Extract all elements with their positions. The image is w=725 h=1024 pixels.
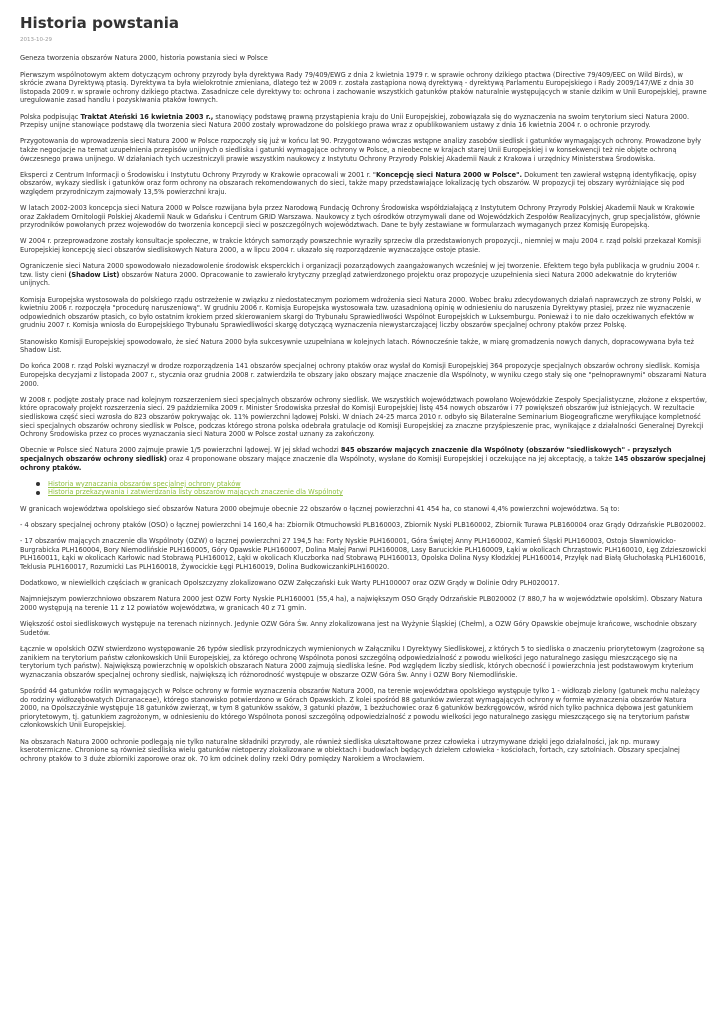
paragraph-15: - 17 obszarów mających znaczenie dla Wspólnoty (OZW) o łącznej powierzchni 27 194,5 ha: Forty Nyskie PLH160001, Góra Świętej Anny PLH160002, Kamień Śląski PLH160003, Ostoja Sławniowicko-Burgrabicka PLH160004, Bory Niemodlińskie PLH160005, Góry Opawskie PLH160007, Dolina Małej Panwi PLH160008, Lasy Barucickie PLH160009, Łąki w okolicach Chrząstowic PLH160010, Łęg Zdzieszowicki PLH160011, Łąki w okolicach Karłowic nad Stobrawą PLH160012, Łąki w okolicach Kluczborka nad Stobrawą PLH160013, Opolska Dolina Nysy Kłodzkiej PLH160014, Przyłęk nad Białą Głuchołaską PLH160016, Teklusia PLH160017, Rozumicki Las PLH160018, Żywocickie Łęgi PLH160019, Dolina BudkowiczankiPLH160020.	[20, 537, 707, 572]
paragraph-1: Pierwszym wspólnotowym aktem dotyczącym ochrony przyrody była dyrektywa Rady 79/409/EWG z dnia 2 kwietnia 1979 r. w sprawie ochrony dzikiego ptactwa (Directive 79/409/EEC on Wild Birds), w skrócie zwana Dyrektywą ptasią. Dyrektywa ta była wielokrotnie zmieniana, dlatego też w 2009 r. została zastąpiona nową dyrektywą - dyrektywą Parlamentu Europejskiego i Rady 2009/147/WE z dnia 30 listopada 2009 r. w sprawie ochrony dzikiego ptactwa. Zasadnicze cele dyrektywy to: ochrona i zachowanie wszystkich gatunków ptaków naturalnie występujących w stanie dzikim w Unii Europejskiej, prawne uregulowanie zasad handlu i pozyskiwania ptaków łownych.	[20, 70, 707, 105]
paragraph-13: W granicach województwa opolskiego sieć obszarów Natura 2000 obejmuje obecnie 22 obszarów o łącznej powierzchni 41 454 ha, co stanowi 4,4% powierzchni województwa. Są to:	[20, 504, 620, 513]
bullet-icon	[36, 482, 40, 486]
bold-treaty: Traktat Ateński 16 kwietnia 2003 r.,	[80, 112, 214, 121]
bold-koncepcja: Koncepcję sieci Natura 2000 w Polsce".	[375, 170, 523, 179]
paragraph-2: Polska podpisując Traktat Ateński 16 kwietnia 2003 r., stanowiący podstawę prawną przystąpienia kraju do Unii Europejskiej, zobowiązała się do wyznaczenia na swoim terytorium sieci Natura 2000. Przepisy unijne stanowiące podstawę dla tworzenia sieci Natura 2000 zostały wprowadzone do polskiego prawa wraz z opublikowaniem ustawy z dnia 16 kwietnia 2004 r. o ochronie przyrody.	[20, 112, 690, 130]
bold-shadow-list: (Shadow List)	[68, 270, 120, 279]
paragraph-11: W 2008 r. podjęte zostały prace nad kolejnym rozszerzeniem sieci specjalnych obszarów ochrony siedlisk. We wszystkich województwach powołano Wojewódzkie Zespoły Specjalistyczne, złożone z ekspertów, które opracowały projekt rozszerzenia sieci. 29 października 2009 r. Minister Środowiska przesłał do Komisji Europejskiej listę 454 nowych obszarów i 77 powiększeń obszarów już istniejących. W rezultacie siedliskowa część sieci wzrosła do 823 obszarów pokrywając ok. 11% powierzchni lądowej Polski. W dniach 24-25 marca 2010 r. odbyło się Bilateralne Seminarium Biogeograficzne weryfikujące kompletność sieci specjalnych obszarów ochrony siedlisk w Polsce, podczas którego strona polska odebrała gratulacje od Komisji Europejskiej za znaczne przyśpieszenie prac, wynikające z działalności Generalnej Dyrekcji Ochrony Środowiska przez co proces wyznaczania sieci Natura 2000 w Polsce został uznany za zakończony.	[20, 395, 707, 439]
bold-145-obszarow: 145 obszarów specjalnej ochrony ptaków.	[20, 454, 706, 472]
paragraph-9: Stanowisko Komisji Europejskiej spowodowało, że sieć Natura 2000 była sukcesywnie uzupełniana w kolejnych latach. Równocześnie także, w miarę gromadzenia nowych danych, dopracowywana była też Shadow List.	[20, 337, 694, 355]
list-item	[48, 488, 707, 497]
bold-845-obszarow: 845 obszarów mających znaczenie dla Wspólnoty (obszarów "siedliskowych" - przyszłych specjalnych obszarów ochrony siedlisk)	[20, 446, 672, 463]
paragraph-10: Do końca 2008 r. rząd Polski wyznaczył w drodze rozporządzenia 141 obszarów specjalnej ochrony ptaków oraz wysłał do Komisji Europejskiej 364 propozycje specjalnych obszarów ochrony siedlisk. Komisja Europejska decyzjami z listopada 2007 r., stycznia oraz grudnia 2008 r. zatwierdziła te obszary jako obszary mające znaczenie dla Wspólnoty, w wyniku czego stały się one "pełnoprawnymi" obszarami Natura 2000.	[20, 362, 707, 388]
paragraph-16: Dodatkowo, w niewielkich częściach w granicach Opolszczyzny zlokalizowano OZW Załęczański Łuk Warty PLH100007 oraz OZW Grądy w Dolinie Odry PLH020017.	[20, 579, 560, 588]
paragraph-18: Większość ostoi siedliskowych występuje na terenach nizinnych. Jedynie OZW Góra Św. Anny zlokalizowana jest na Wyżynie Śląskiej (Chełm), a OZW Góry Opawskie obejmuje krańcowe, wschodnie obszary Sudetów.	[20, 620, 697, 637]
list-item	[48, 480, 707, 489]
paragraph-21: Na obszarach Natura 2000 ochronie podlegają nie tylko naturalne składniki przyrody, ale również siedliska ukształtowane przez człowieka i utrzymywane dzięki jego działalności, jak np. murawy kserotermiczne. Chronione są również siedliska wielu gatunków nietoperzy zlokalizowane w obiektach i budowlach będących dziełem człowieka - kościołach, fortach, czy sztolniach. Obszary specjalnej ochrony ptaków to 3 duże zbiorniki zaporowe oraz ok. 70 km odcinek doliny rzeki Odry pomiędzy Narokiem a Wrocławiem.	[20, 737, 680, 763]
paragraph-6: W 2004 r. przeprowadzone zostały konsultacje społeczne, w trakcie których samorządy powszechnie wyraziły sprzeciw dla przedstawionych propozycji., niemniej w maju 2004 r. rząd polski przekazał Komisji Europejskiej koncepcję sieci obszarów siedliskowych Natura 2000, a w lipcu 2004 r. ukazało się rozporządzenie wyznaczające ostoje ptasie.	[20, 237, 701, 255]
bullet-icon	[36, 491, 40, 495]
publish-date: 2013-10-29	[20, 37, 52, 43]
paragraph-8: Komisja Europejska wystosowała do polskiego rządu ostrzeżenie w związku z niedostatecznym poziomem wdrożenia sieci Natura 2000. Wobec braku zdecydowanych działań naprawczych ze strony Polski, w kwietniu 2006 r. rozpoczęła "procedurę naruszeniową". W grudniu 2006 r. Komisja Europejska wystosowała tzw. uzasadnioną opinię w odniesieniu do naruszenia Dyrektywy ptasiej, przez nie wyznaczenie odpowiednich obszarów ptasich, co było ostatnim krokiem przed skierowaniem skargi do Trybunału Sprawiedliwości Wspólnot Europejskich w Luksemburgu. Ponieważ i to nie dało oczekiwanych efektów w grudniu 2007 r. Komisja wniosła do Europejskiego Trybunału Sprawiedliwości skargę dotyczącą wyznaczenia niewystarczającej liczby obszarów specjalnej ochrony ptaków przez Polskę.	[20, 295, 701, 330]
link-historia-ozw[interactable]: Historia przekazywania i zatwierdzania listy obszarów mających znaczenie dla Wspólnoty	[48, 488, 343, 497]
paragraph-4: Eksperci z Centrum Informacji o Środowisku i Instytutu Ochrony Przyrody w Krakowie opracowali w 2001 r. "Koncepcję sieci Natura 2000 w Polsce". Dokument ten zawierał wstępną identyfikację, opisy obszarów, wykazy siedlisk i gatunków oraz form ochrony na obszarach rekomendowanych do sieci, także mapy przedstawiające lokalizację tych obszarów. W propozycji tej obszary wyróżniające się pod względem przyrodniczym zajmowały 13,5% powierzchni kraju.	[20, 170, 697, 196]
link-historia-oso[interactable]: Historia wyznaczania obszarów specjalnej ochrony ptaków	[48, 479, 241, 488]
related-links	[20, 480, 707, 497]
paragraph-20: Spośród 44 gatunków roślin wymagających w Polsce ochrony w formie wyznaczenia obszarów Natura 2000, na terenie województwa opolskiego występuje tylko 1 - widłoząb zielony (gatunek mchu należący do rodziny widłozębowatych Dicranaceae), którego stanowisko potwierdzono w Górach Opawskich. Z kolei spośród 88 gatunków zwierząt wymagających ochrony w formie wyznaczenia obszarów Natura 2000, na Opolszczyźnie występuje 18 gatunków zwierząt, w tym 8 gatunków ssaków, 3 gatunki płazów, 1 bezżuchowiec oraz 6 gatunków bezkręgowców, wśród nich tylko pachnica dębowa jest gatunkiem priorytetowym, tj. gatunkiem zagrożonym, w odniesieniu do którego Wspólnota ponosi szczególną odpowiedzialność z powodu wielkości jego naturalnego zasięgu mieszczącego się na terytorium państw członkowskich Unii Europejskiej.	[20, 686, 700, 730]
paragraph-12: Obecnie w Polsce sieć Natura 2000 zajmuje prawie 1/5 powierzchni lądowej. W jej skład wchodzi 845 obszarów mających znaczenie dla Wspólnoty (obszarów "siedliskowych" - przyszłych specjalnych obszarów ochrony siedlisk) oraz 4 proponowane obszary mające znaczenie dla Wspólnoty, wysłane do Komisji Europejskiej i oczekujące na jej akceptację, a także 145 obszarów specjalnej ochrony ptaków.	[20, 446, 706, 472]
paragraph-3: Przygotowania do wprowadzenia sieci Natura 2000 w Polsce rozpoczęły się już w końcu lat 90. Przygotowano wówczas wstępne analizy zasobów siedlisk i gatunków wymagających ochrony. Prowadzone były także negocjacje na temat uzupełnienia przepisów unijnych o siedliska i gatunki wymagające ochrony w Polsce, a nieobecne w krajach starej Unii Europejskiej i w konsekwencji też nie objęte ochroną ówczesnego prawa unijnego. W działaniach tych uczestniczyli prawie wszystkim naukowcy z Instytutu Ochrony Przyrody Polskiej Akademii Nauk z Krakowa i urzędnicy Ministerstwa Środowiska.	[20, 137, 701, 163]
paragraph-5: W latach 2002-2003 koncepcja sieci Natura 2000 w Polsce rozwijana była przez Narodową Fundację Ochrony Środowiska współdziałającą z Instytutem Ochrony Przyrody Polskiej Akademii Nauk w Krakowie oraz Zakładem Ornitologii Polskiej Akademii Nauk w Gdańsku i Centrum GRID Warszawa. Naukowcy z tych ośrodków otrzymywali dane od Wojewódzkich Zespołów Realizacyjnych, grup specjalistów, głównie przyrodników powołanych przez wojewodów do tworzenia koncepcji sieci w poszczególnych województwach. Dane te były zestawiane w formularzach wymaganych przez Komisję Europejską.	[20, 204, 701, 230]
paragraph-14: - 4 obszary specjalnej ochrony ptaków (OSO) o łącznej powierzchni 14 160,4 ha: Zbiornik Otmuchowski PLB160003, Zbiornik Nyski PLB160002, Zbiornik Turawa PLB160004 oraz Grądy Odrzańskie PLB020002.	[20, 521, 706, 530]
paragraph-17: Najmniejszym powierzchniowo obszarem Natura 2000 jest OZW Forty Nyskie PLH160001 (55,4 ha), a największym OSO Grądy Odrzańskie PLB020002 (7 880,7 ha w województwie opolskim). Obszary Natura 2000 występują na terenie 11 z 12 powiatów województwa, w granicach 40 z 71 gmin.	[20, 595, 703, 612]
paragraph-19: Łącznie w opolskich OZW stwierdzono występowanie 26 typów siedlisk przyrodniczych wymienionych w Załączniku I Dyrektywy Siedliskowej, z których 5 to siedliska o znaczeniu priorytetowym (zagrożone są zanikiem na terytorium państw członkowskich Unii Europejskiej, za którego ochronę Wspólnota ponosi szczególną odpowiedzialność z powodu wielkości jego naturalnego zasięgu mieszczącego się na terytorium tych państw). Największą powierzchnię w opolskich obszarach Natura 2000 zajmują siedliska leśne. Pod względem liczby siedlisk, których obecność i powierzchnia jest podstawowym kryterium wyznaczania obszarów specjalnej ochrony siedlisk, największą ich różnorodność występuje w obszarze OZW Góra Św. Anny i OZW Bory Niemodlińskie.	[20, 644, 705, 679]
page-title: Historia powstania	[20, 14, 180, 32]
paragraph-7: Ograniczenie sieci Natura 2000 spowodowało niezadowolenie środowisk eksperckich i organizacji pozarządowych zaangażowanych wcześniej w jej tworzenie. Efektem tego była publikacja w grudniu 2004 r. tzw. listy cieni (Shadow List) obszarów Natura 2000. Opracowanie to zawierało krytyczny przegląd zatwierdzonego projektu oraz propozycje uzupełnienia sieci Natura 2000 adekwatnie do kryteriów unijnych.	[20, 262, 700, 288]
lead-paragraph: Geneza tworzenia obszarów Natura 2000, historia powstania sieci w Polsce	[20, 54, 268, 62]
